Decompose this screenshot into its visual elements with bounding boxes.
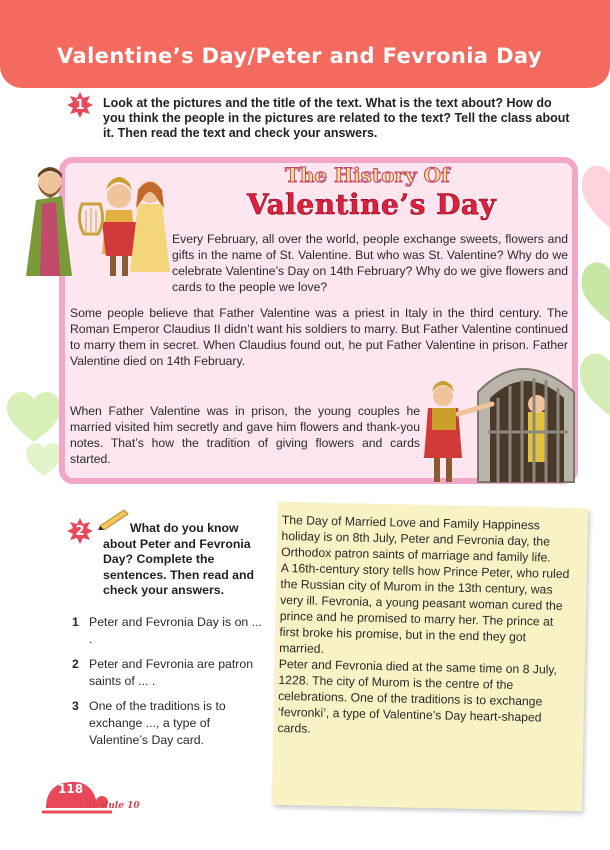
- task-2-instructions: What do you know about Peter and Fevronia Day? Complete the sentences. Then read and check your answers.: [103, 521, 255, 597]
- note-paragraph-2: A 16th-century story tells how Prince Peter, who ruled the Russian city of Murom in the 13th century, was very ill. Fevronia, a young peasant woman cured the prince and he promised to marry her. The prince at first broke his promise, but in the end they got married.: [279, 560, 570, 656]
- task-2-number: 2: [75, 524, 85, 539]
- peter-fevronia-text: [277, 512, 574, 742]
- note-paragraph-3: Peter and Fevronia died at the same time on 8 July, 1228. The city of Murom is the centre of the celebrations. One of the traditions is to exchange ‘fevronki’, a type of Valentine’s Day heart-shaped cards.: [277, 656, 558, 736]
- heart-icon: [24, 440, 64, 478]
- heart-icon: [4, 388, 64, 444]
- task-2-number-badge: [67, 518, 93, 544]
- article-title: Valentine’s Day: [247, 188, 497, 221]
- list-item: 1 Peter and Fevronia Day is on ... .: [72, 615, 262, 646]
- list-item: 2 Peter and Fevronia are patron saints of ... .: [72, 657, 254, 688]
- prison-illustration: [418, 352, 580, 488]
- task-1-instructions: Look at the pictures and the title of the text. What is the text about? How do you think the people in the pictures are related to the text? Tell the class about it. Then read the text and check your answers.: [103, 96, 570, 140]
- task-1-number: 1: [75, 98, 85, 113]
- article-title-top: The History Of: [285, 163, 450, 187]
- article-paragraph-1: Every February, all over the world, people exchange sweets, flowers and gifts in the name of St. Valentine. But who was St. Valentine? Why do we celebrate Valentine’s Day on 14th February? Why do we give flowers and cards to the people we love?: [172, 232, 568, 294]
- task-1-number-badge: [67, 92, 93, 118]
- list-item: 3 One of the traditions is to exchange ..., a type of Valentine’s Day card.: [72, 699, 226, 747]
- valentine-couple-illustration: [22, 160, 172, 278]
- module-label: Module 10: [86, 801, 140, 811]
- article-paragraph-2: Some people believe that Father Valentine was a priest in Italy in the third century. The Roman Emperor Claudius II didn’t want his soldiers to marry. But Father Valentine continued to marry them in secret. When Claudius found out, he put Father Valentine in prison. Father Valentine died on 14th February.: [70, 306, 568, 368]
- note-paragraph-1: The Day of Married Love and Family Happiness holiday is on 8th July, Peter and Fevronia day, the Orthodox patron saints of marriage and family life.: [281, 512, 551, 565]
- heart-icon: [576, 250, 610, 326]
- sentence-list: [72, 614, 262, 757]
- page-title: Valentine’s Day/Peter and Fevronia Day: [57, 44, 542, 68]
- heart-icon: [576, 152, 610, 232]
- page-number: 118: [58, 782, 84, 796]
- article-paragraph-3: When Father Valentine was in prison, the young couples he married visited him secretly and gave him flowers and thank-you notes. That’s how the tradition of giving flowers and cards started.: [70, 404, 420, 466]
